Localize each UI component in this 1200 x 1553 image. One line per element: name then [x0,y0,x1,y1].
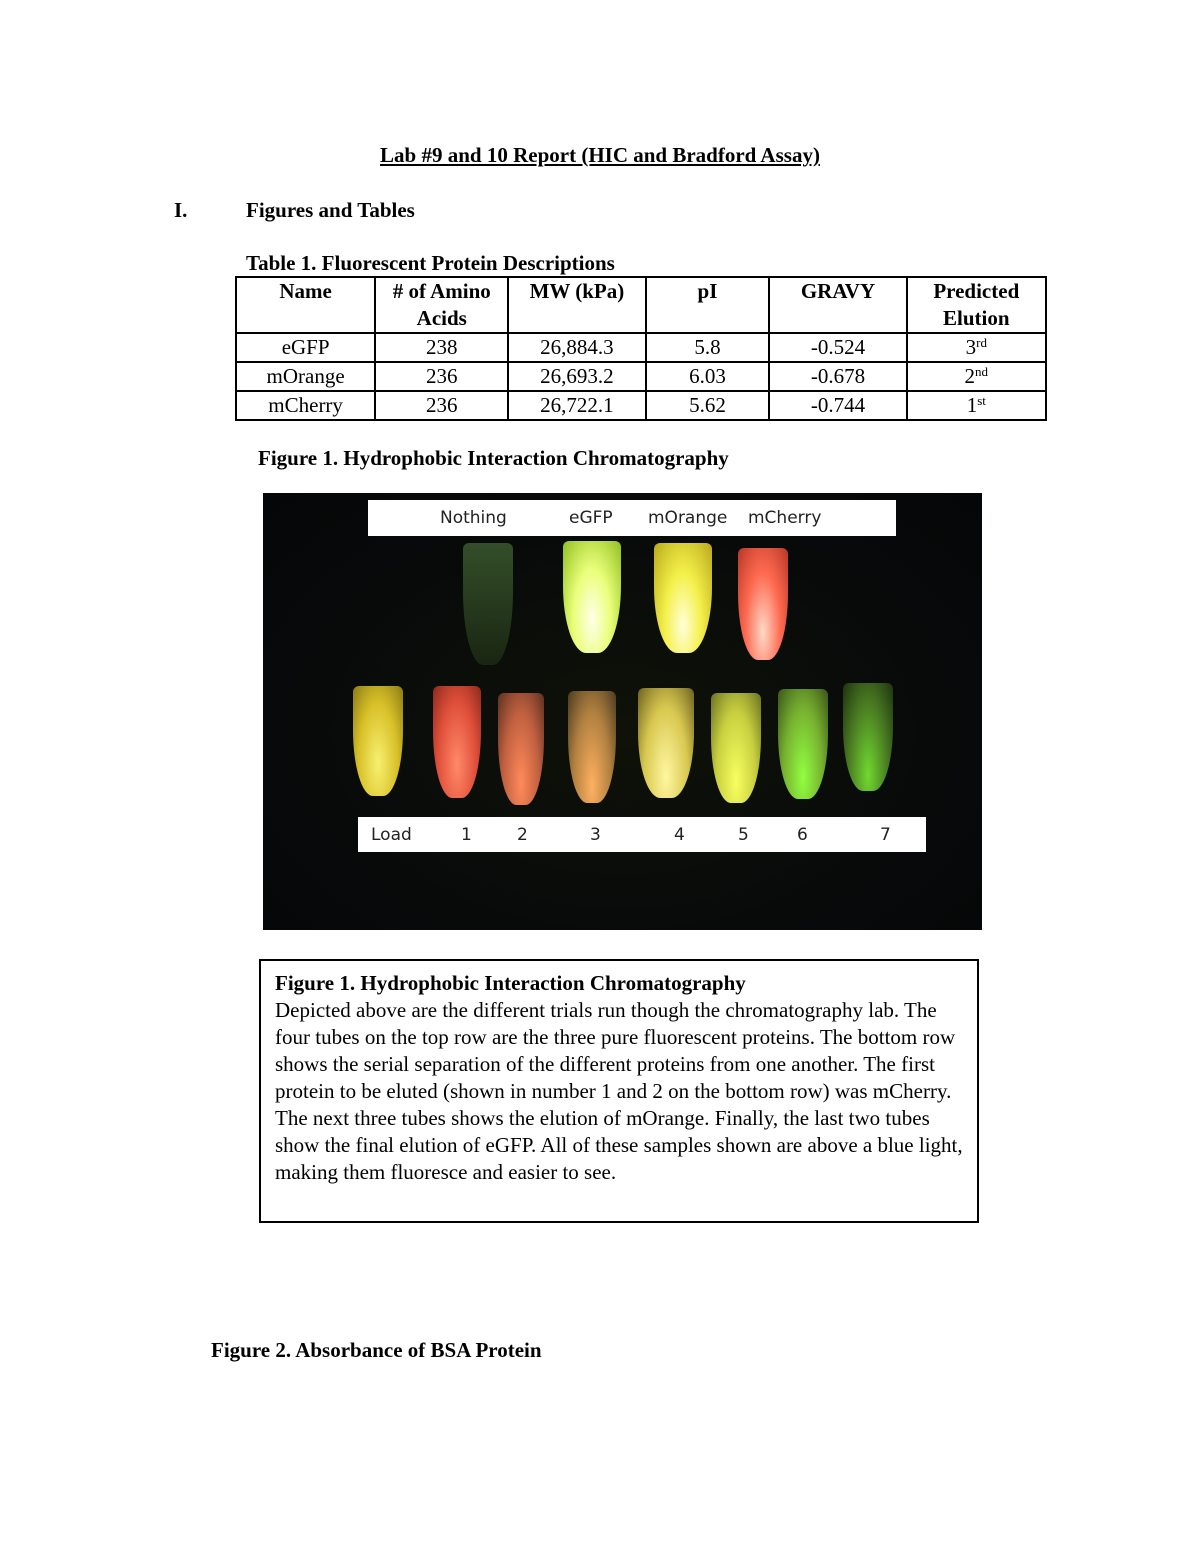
table-header-row [236,277,1046,333]
figure2-caption: Figure 2. Absorbance of BSA Protein [211,1338,542,1362]
photo-label-nothing: Nothing [440,508,507,528]
cell-elution [907,362,1046,391]
cell-elution [907,333,1046,362]
figure1-caption-box-heading: Figure 1. Hydrophobic Interaction Chromatography [275,971,746,995]
photo-label-4: 4 [674,825,685,845]
cell-gravy: -0.744 [769,391,906,420]
cell-name: mCherry [236,391,375,420]
tube-4 [638,688,694,798]
cell-amino-acids: 236 [375,362,508,391]
chromatography-photo [263,493,982,930]
photo-label-morange: mOrange [648,508,728,528]
header-amino-acids: # of Amino Acids [375,277,508,333]
cell-name: mOrange [236,362,375,391]
cell-pi: 5.8 [646,333,770,362]
section-number: I. [174,198,188,222]
header-gravy: GRAVY [769,277,906,333]
photo-label-load: Load [371,825,412,845]
table1-caption: Table 1. Fluorescent Protein Descriptions [246,251,615,275]
tube-morange [654,543,712,653]
photo-label-6: 6 [797,825,808,845]
cell-pi: 6.03 [646,362,770,391]
cell-name: eGFP [236,333,375,362]
elution-suffix: rd [976,335,987,350]
header-predicted-elution: Predicted Elution [907,277,1046,333]
photo-label-mcherry: mCherry [748,508,822,528]
elution-number: 2 [964,364,976,388]
cell-mw: 26,722.1 [508,391,645,420]
tube-egfp [563,541,621,653]
tube-mcherry [738,548,788,660]
section-title: Figures and Tables [246,198,415,222]
cell-pi: 5.62 [646,391,770,420]
photo-label-7: 7 [880,825,891,845]
tube-7 [843,683,893,791]
header-mw: MW (kPa) [508,277,645,333]
table-row [236,391,1046,420]
photo-label-5: 5 [738,825,749,845]
elution-number: 3 [965,335,977,359]
photo-label-2: 2 [517,825,528,845]
header-pi: pI [646,277,770,333]
tube-nothing [463,543,513,665]
table-row [236,362,1046,391]
photo-label-egfp: eGFP [569,508,613,528]
photo-label-3: 3 [590,825,601,845]
table-row [236,333,1046,362]
cell-amino-acids: 236 [375,391,508,420]
photo-top-label-bar [368,500,896,536]
tube-1 [433,686,481,798]
cell-mw: 26,693.2 [508,362,645,391]
elution-suffix: nd [975,364,989,379]
cell-gravy: -0.678 [769,362,906,391]
figure1-caption: Figure 1. Hydrophobic Interaction Chromatography [258,446,729,470]
tube-3 [568,691,616,803]
figure1-caption-box-text: Depicted above are the different trials run though the chromatography lab. The four tubes on the top row are the three pure fluorescent proteins. The bottom row shows the serial separation of the different proteins from one another. The first protein to be eluted (shown in number 1 and 2 on the bottom row) was mCherry. The next three tubes shows the elution of mOrange. Finally, the last two tubes show the final elution of eGFP. All of these samples shown are above a blue light, making them fluoresce and easier to see. [275,998,963,1184]
fluorescent-protein-table [235,276,1047,421]
elution-suffix: st [977,393,986,408]
tube-load [353,686,403,796]
cell-gravy: -0.524 [769,333,906,362]
header-name: Name [236,277,375,333]
report-title: Lab #9 and 10 Report (HIC and Bradford Assay) [380,143,820,167]
cell-mw: 26,884.3 [508,333,645,362]
tube-2 [498,693,544,805]
tube-6 [778,689,828,799]
cell-elution [907,391,1046,420]
tube-5 [711,693,761,803]
elution-number: 1 [966,393,978,417]
photo-label-1: 1 [461,825,472,845]
photo-bottom-label-bar [358,817,926,852]
cell-amino-acids: 238 [375,333,508,362]
figure1-caption-box [259,959,979,1223]
